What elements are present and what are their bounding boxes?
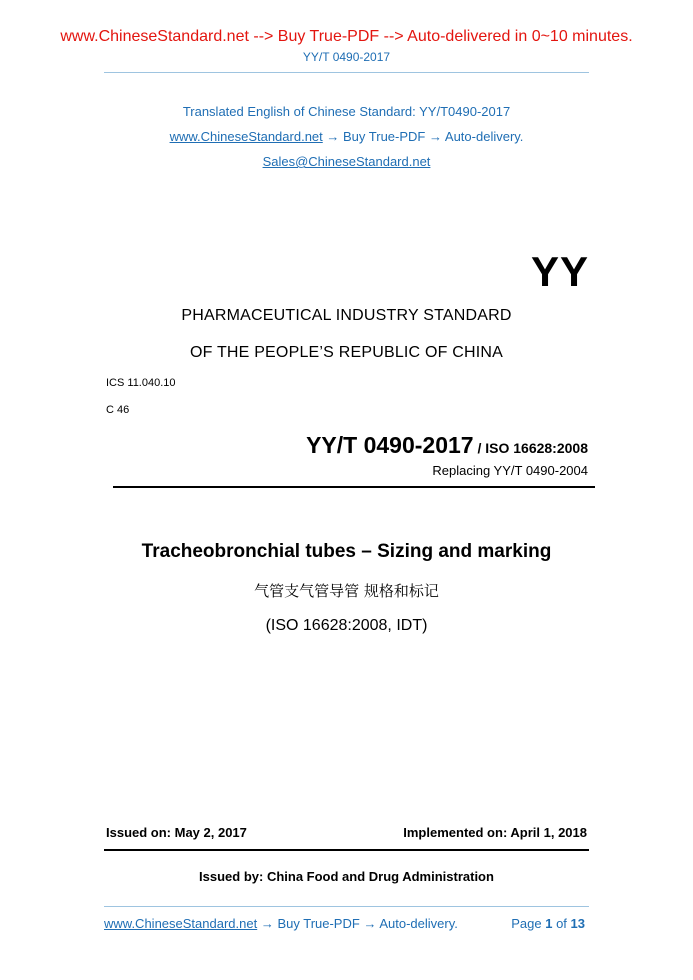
industry-title-line2: OF THE PEOPLE’S REPUBLIC OF CHINA — [189, 344, 504, 361]
issued-date: Issued on: May 2, 2017 — [106, 825, 247, 840]
replacing-note: Replacing YY/T 0490-2004 — [432, 463, 588, 478]
sales-email-link[interactable]: Sales@ChineseStandard.net — [262, 154, 431, 169]
arrow-right-icon: → — [429, 129, 442, 144]
arrow-right-icon: → — [363, 916, 377, 931]
footer-auto-delivery-text: Auto-delivery. — [379, 916, 458, 931]
page-total: 13 — [570, 916, 585, 931]
document-title-chinese: 气管支气管导管 规格和标记 — [254, 582, 439, 600]
arrow-right-icon: → — [326, 129, 340, 144]
dates-divider — [104, 849, 589, 851]
page-indicator — [511, 916, 585, 931]
implemented-date: Implemented on: April 1, 2018 — [403, 825, 587, 840]
iso-reference: / ISO 16628:2008 — [473, 440, 588, 456]
purchase-line — [0, 129, 693, 144]
page-current: 1 — [545, 916, 553, 931]
auto-delivery-text: Auto-delivery. — [444, 129, 524, 144]
site-link[interactable]: www.ChineseStandard.net — [169, 129, 323, 144]
footer-purchase-line — [104, 916, 458, 931]
iso-equivalence: (ISO 16628:2008, IDT) — [265, 617, 428, 634]
standard-divider — [113, 486, 595, 488]
email-line — [0, 154, 693, 169]
ics-code: ICS 11.040.10 — [106, 377, 176, 389]
buy-true-pdf-text: Buy True-PDF — [343, 129, 426, 144]
header-banner[interactable]: www.ChineseStandard.net --> Buy True-PDF --> Auto-delivered in 0~10 minutes. — [60, 28, 633, 45]
standard-number — [306, 432, 588, 459]
standard-number-main: YY/T 0490-2017 — [306, 432, 474, 458]
issuing-authority: Issued by: China Food and Drug Administration — [199, 869, 494, 884]
ccs-code: C 46 — [106, 404, 130, 416]
document-title: Tracheobronchial tubes – Sizing and marking — [141, 541, 552, 562]
header-standard-code: YY/T 0490-2017 — [302, 50, 391, 64]
industry-title-line1: PHARMACEUTICAL INDUSTRY STANDARD — [181, 307, 512, 324]
footer-divider — [104, 906, 589, 907]
footer-site-link[interactable]: www.ChineseStandard.net — [104, 916, 258, 931]
footer-buy-true-pdf-text: Buy True-PDF — [277, 916, 360, 931]
standard-mark: YY — [530, 248, 589, 295]
arrow-right-icon: → — [260, 916, 274, 931]
page-label: Page — [511, 916, 542, 931]
page-of: of — [556, 916, 567, 931]
translated-notice: Translated English of Chinese Standard: YY/T0490-2017 — [182, 104, 511, 119]
header-divider — [104, 72, 589, 73]
